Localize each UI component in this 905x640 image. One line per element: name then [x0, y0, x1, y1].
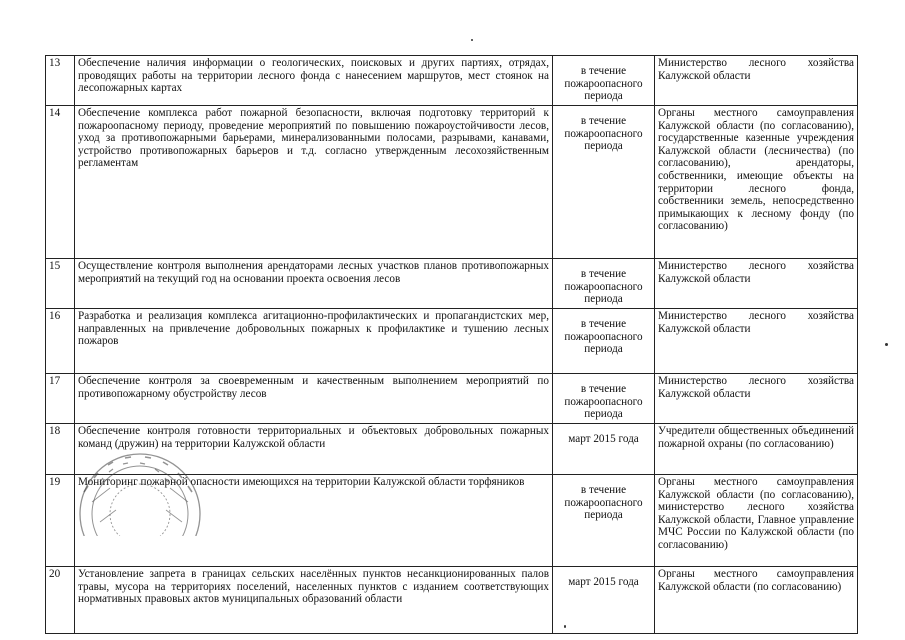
measure-description: Мониторинг пожарной опасности имеющихся на территории Калужской области торфяников — [75, 475, 553, 567]
row-number: 13 — [46, 56, 75, 106]
responsible-party: Учредители общественных объединений пожарной охраны (по согласованию) — [655, 424, 858, 475]
execution-period: в течение пожароопасного периода — [553, 56, 655, 106]
responsible-party: Министерство лесного хозяйства Калужской области — [655, 374, 858, 424]
responsible-party: Министерство лесного хозяйства Калужской области — [655, 259, 858, 309]
measure-description: Обеспечение контроля готовности территориальных и объектовых добровольных пожарных команд (дружин) на территории Калужской области — [75, 424, 553, 475]
measure-description: Обеспечение наличия информации о геологических, поисковых и других партиях, отрядах, проводящих работы на территории лесного фонда с нанесением маршрутов, мест стоянок на лесопожарных картах — [75, 56, 553, 106]
measure-description: Обеспечение контроля за своевременным и качественным выполнением мероприятий по противопожарному обустройству лесов — [75, 374, 553, 424]
execution-period: в течение пожароопасного периода — [553, 475, 655, 567]
measure-description: Осуществление контроля выполнения арендаторами лесных участков планов противопожарных мероприятий на текущий год на основании проекта освоения лесов — [75, 259, 553, 309]
row-number: 18 — [46, 424, 75, 475]
row-number: 20 — [46, 567, 75, 634]
execution-period: март 2015 года — [553, 567, 655, 634]
scan-speck — [564, 625, 566, 628]
responsible-party: Органы местного самоуправления Калужской области (по согласованию) — [655, 567, 858, 634]
responsible-party: Органы местного самоуправления Калужской области (по согласованию), министерство лесного хозяйства Калужской области, Главное управление МЧС России по Калужской области (по согласованию) — [655, 475, 858, 567]
measure-description: Установление запрета в границах сельских населённых пунктов несанкционированных палов травы, мусора на территориях поселений, населенных пунктов с изданием соответствующих нормативных правовых актов муниципальных образований области — [75, 567, 553, 634]
scan-speck — [885, 343, 888, 346]
execution-period: в течение пожароопасного периода — [553, 309, 655, 374]
execution-period: в течение пожароопасного периода — [553, 106, 655, 259]
table-row — [46, 567, 858, 634]
responsible-party: Министерство лесного хозяйства Калужской области — [655, 56, 858, 106]
table-row — [46, 259, 858, 309]
row-number: 16 — [46, 309, 75, 374]
table-row — [46, 374, 858, 424]
row-number: 14 — [46, 106, 75, 259]
execution-period: в течение пожароопасного периода — [553, 259, 655, 309]
measure-description: Разработка и реализация комплекса агитационно-профилактических и пропагандистских мер, направленных на привлечение добровольных пожарных к профилактике и тушению лесных пожаров — [75, 309, 553, 374]
table-row — [46, 56, 858, 106]
row-number: 19 — [46, 475, 75, 567]
responsible-party: Органы местного самоуправления Калужской области (по согласованию), государственные казенные учреждения Калужской области (лесничества) (по согласованию), арендаторы, собственники, имеющие объекты на территории лесного фонда, собственники земель, непосредственно примыкающих к лесному фонду (по согласованию) — [655, 106, 858, 259]
responsible-party: Министерство лесного хозяйства Калужской области — [655, 309, 858, 374]
scan-speck — [471, 39, 473, 41]
row-number: 17 — [46, 374, 75, 424]
table-row — [46, 106, 858, 259]
measures-table — [45, 55, 858, 634]
table-row — [46, 309, 858, 374]
execution-period: в течение пожароопасного периода — [553, 374, 655, 424]
table-row — [46, 475, 858, 567]
table-row — [46, 424, 858, 475]
row-number: 15 — [46, 259, 75, 309]
measure-description: Обеспечение комплекса работ пожарной безопасности, включая подготовку территорий к пожароопасному периоду, проведение мероприятий по повышению пожароустойчивости лесов, уход за противопожарными барьерами, минерализованными полосами, разрывами, канавами, устройство противопожарных барьеров и т.д. согласно утвержденным лесохозяйственным регламентам — [75, 106, 553, 259]
execution-period: март 2015 года — [553, 424, 655, 475]
